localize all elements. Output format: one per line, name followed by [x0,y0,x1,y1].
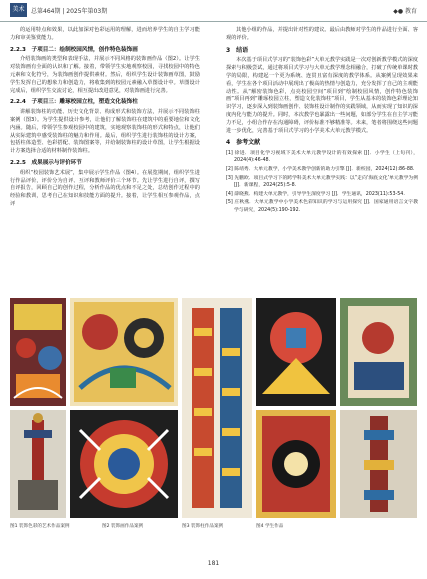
paragraph: 介绍装饰画的类型和表现手法，并展示不同风格的装饰画作品（图2）。让学生对装饰画有全面的认识和了解。接着，带领学生实地观察校园，寻找校园中的特色元素和文化符号，为装饰画创作提供素材。然后，组织学生设计装饰画草图，鼓励学生发挥自己的想象力和创造力，将收集到的校园元素融入草图设计中。草图设计完成后，组织学生交流讨论，相互提出改进意见，对装饰画进行完善。 [10,56,200,94]
figure-2-image-top [70,298,178,406]
column-label: ◆● 教育 [393,8,417,15]
figure-2-caption: 图2 装饰画作品案例 [102,524,144,529]
issue-label: 总第464期 | 2025年第03期 [31,8,108,15]
reference-list [226,150,418,214]
figure-3-image [182,298,252,518]
paragraph: 组织“校园装饰艺术展”，集中展示学生作品（图4）。在展览期间，组织学生进行作品评价，评价分为自评、互评和教师评价三个环节。先让学生进行自评，撰写自评报告，回顾自己的创作过程，分析作品的优点和不足之处，总结创作过程中的经验和教训，思考自己在知识和技能方面的提升。接着，让学生相互参观作品，点评 [10,169,200,207]
page-number: 181 [207,560,220,567]
figure-collage [10,298,417,520]
paragraph: 讲解装饰柱的功能、历史文化背景、构成形式和装饰方法，并展示不同装饰柱案例（图3）。为学生提供设计参考，让他们了解装饰柱在建筑中的重要地位和文化内涵。随后，带领学生参观校园中的建筑，实地观察装饰柱的形式和特点，让他们从实际建筑中感受装饰柱的魅力和作用。最后，组织学生进行装饰柱的设计方案，包括柱体造型、色彩搭配、装饰图案等，并给制装饰柱的设计草图，让学生根据设计方案选择合适的材料制作装饰柱。 [10,109,200,155]
figure-2-image-bottom [70,410,178,518]
journal-logo: 美术 [10,3,27,17]
figure-3-caption: 图3 装饰柱作品案例 [182,524,224,529]
figure-4-image-d [340,410,417,518]
right-column [226,27,418,215]
figure-1-image-bottom [10,410,66,518]
paragraph: 本次基于项目式学习的“装饰色彩”大单元教学实践是一次对创新教学模式的深度探索与积极尝试，通过将项目式学习与大单元教学理念相融合，打破了传统单课时教学的局限，构建起一个更为系统、连贯且富有深度的教学体系。从案例呈现效果来看，学生在各个项目活动中展现出了极高的热情与创造力，充分发挥了自己的主观能动性。从“解密装饰色彩，点亮校园空间”项目到“绘制校园风情，创作特色装饰画”项目再到“雕琢校园立柱，塑造文化装饰柱”项目，学生从基本的装饰色彩理论知识学习，逐步深入到装饰画创作、装饰柱设计制作的实践领域，从而实现了知识的深度内化与能力的提升。同时，本次教学也暴露出一些问题，如部分学生在自主学习能力不足，小组合作存在沟通障碍，评价标准不够精准等。未来，笔者将围绕这些问题进一步优化，完善基于项目式学习的小学美术大单元教学模式。 [226,57,418,134]
figure-captions [10,523,417,533]
figure-4-caption: 图4 学生作品 [256,524,284,529]
reference-item: [3] 先鹏欧．项目式学习下的跨学科美术大单元教学实践：以“走向‘海底文化’单元教学为例 [J]．新课程，2024(25):5-8. [226,175,418,188]
reference-item: [2] 陈靖秀．大单元教学，小学美术教学创新的助力引擎 [J]．新校园，2024(12):86-88. [226,167,415,173]
section-heading: 3 结语 [226,46,249,54]
figure-4-image-a [256,298,336,406]
figure-1-caption: 图1 装饰色彩的艺术作品案例 [10,524,70,529]
paragraph: 的运用特点和效果，以此加深对色彩运用的理解，进而培养学生的自主学习能力和审美鉴赏能力。 [10,27,200,41]
references-heading: 4 参考文献 [226,139,261,147]
reference-item: [5] 庄秋燕．大单元教学中小学美术色彩知识的学习与运用探究 [J]．国家通用语言文字教学与研究，2024(5):190-192. [226,200,418,213]
reference-item: [4] 薛晓燕．构建大单元教学，引导学生深度学习 [J]．学生通讯，2023(11):53-54. [226,191,405,197]
figure-4-image-c [256,410,336,518]
section-heading: 2.2.3 子项目二：绘制校园风情，创作特色装饰画 [10,46,138,53]
left-column [10,27,200,209]
section-heading: 2.2.5 成果展示与评价环节 [10,159,82,166]
page-header [0,0,427,22]
reference-item: [1] 徐进．项目化学习视域下美术大单元教学设计的有效探索 [J]．小学生（上旬刊），2024(4):46-48. [226,151,418,164]
paragraph: 其他小组的作品，并提出针对性的建议。最后由教师对学生的作品进行全面、客观的评价。 [226,27,418,41]
figure-4-image-b [340,298,417,406]
section-heading: 2.2.4 子项目三：雕琢校园立柱，塑造文化装饰柱 [10,99,138,106]
figure-1-image-top [10,298,66,406]
